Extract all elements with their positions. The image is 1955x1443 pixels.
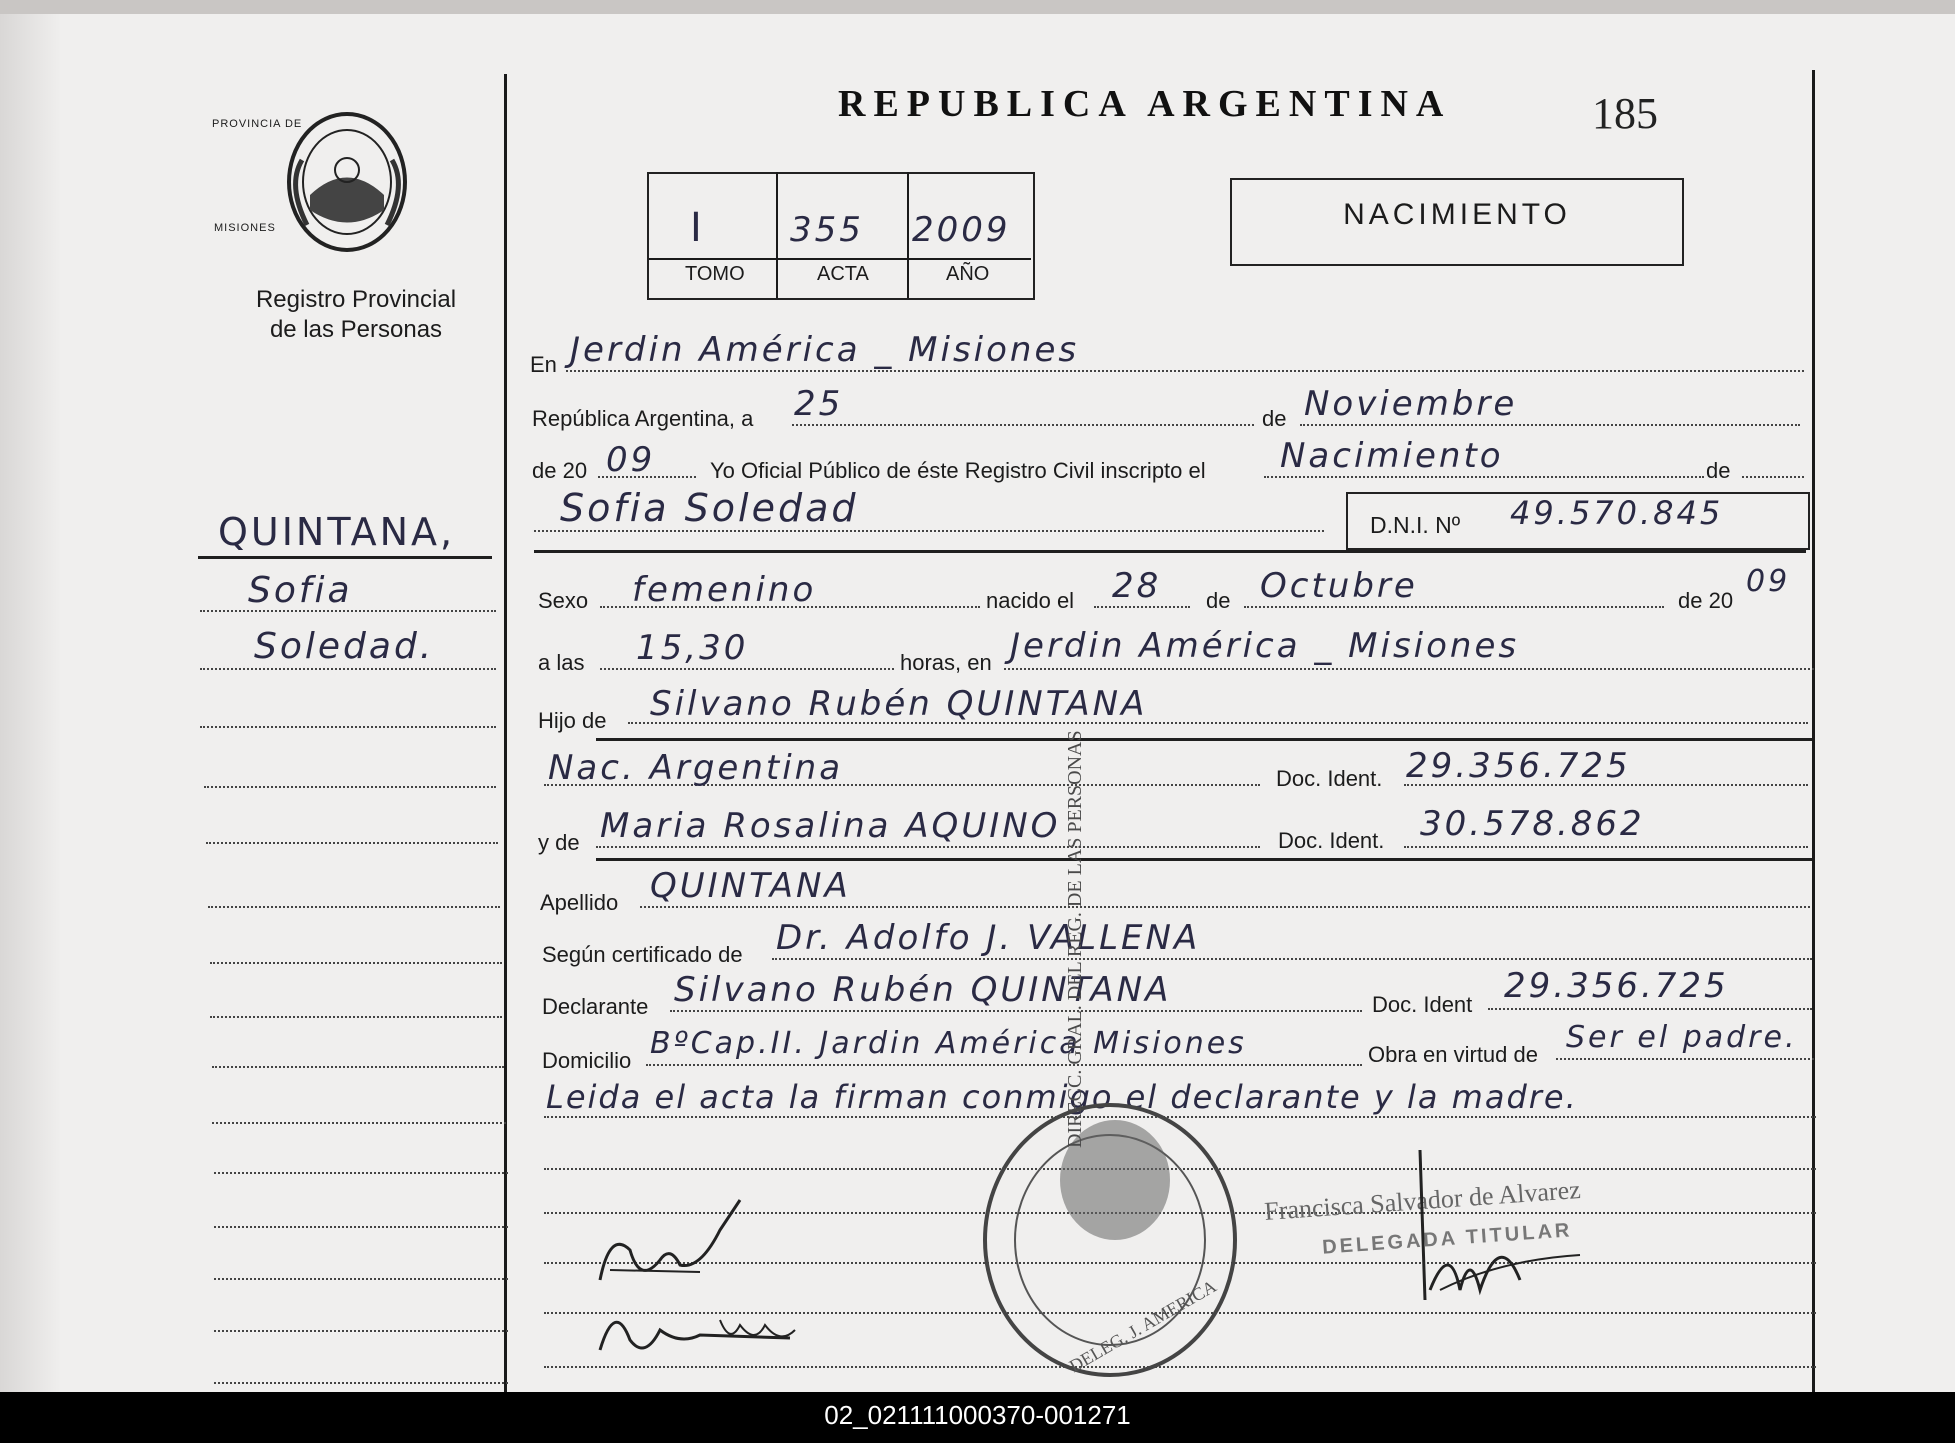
registry-line-1: Registro Provincial (255, 286, 457, 313)
margin-line (212, 1066, 504, 1068)
label-oficial: Yo Oficial Público de éste Registro Civil inscripto el (710, 458, 1206, 483)
value-dia: 25 (794, 384, 844, 424)
official-role: DELEGADA TITULAR (1321, 1219, 1574, 1259)
margin-rule (198, 556, 492, 559)
tomo-value: I (690, 205, 705, 251)
anio-value: 2009 (912, 210, 1011, 250)
label-obra: Obra en virtud de (1368, 1042, 1538, 1067)
value-mes: Noviembre (1304, 384, 1518, 424)
value-nombre: Sofia Soledad (560, 486, 859, 530)
country-title: REPUBLICA ARGENTINA (838, 83, 1452, 125)
official-name: Francisca Salvador de Alvarez (1263, 1174, 1582, 1227)
box-divider-h (649, 258, 1031, 260)
line-nac-dia (1094, 606, 1190, 608)
margin-line (200, 668, 496, 670)
line-obra (1556, 1058, 1814, 1060)
value-nac-mes: Octubre (1260, 566, 1418, 606)
stamp-inner-text: DELEG. J. AMERICA (1065, 1275, 1220, 1377)
margin-line (210, 1016, 502, 1018)
margin-line (214, 1330, 508, 1332)
value-anio: 09 (606, 440, 656, 480)
line-mes (1300, 424, 1800, 426)
line-en (566, 370, 1804, 372)
value-inscripto: Nacimiento (1280, 436, 1504, 476)
label-segun: Según certificado de (542, 942, 743, 967)
value-hora: 15,30 (636, 628, 749, 668)
line-madre (596, 846, 1260, 848)
value-madre-doc: 30.578.862 (1420, 804, 1645, 844)
label-hijo: Hijo de (538, 708, 607, 733)
tomo-label: TOMO (685, 263, 745, 285)
seal-text-top: PROVINCIA DE (212, 118, 303, 130)
section-rule (596, 858, 1812, 861)
value-apellido: QUINTANA (650, 866, 851, 906)
label-declarante: Declarante (542, 994, 649, 1019)
page-gutter (0, 14, 60, 1392)
margin-name-2: Soledad. (254, 626, 435, 667)
section-rule (596, 738, 1812, 741)
line-doc-declarante (1488, 1008, 1812, 1010)
value-declarante: Silvano Rubén QUINTANA (674, 970, 1172, 1010)
value-observacion: Leida el acta la firman conmigo el declarante y la madre. (546, 1078, 1578, 1116)
stamp-ring-text: DIRECC. GRAL. DEL REG. DE LAS PERSONAS (1064, 730, 1086, 1148)
line-doc-madre (1404, 846, 1808, 848)
margin-line (214, 1172, 508, 1174)
value-madre: Maria Rosalina AQUINO (600, 806, 1061, 846)
line-certificado (772, 958, 1812, 960)
margin-line (200, 610, 496, 612)
anio-label: AÑO (946, 263, 990, 285)
line-dia (792, 424, 1254, 426)
line-declarante (670, 1010, 1362, 1012)
image-id: 02_021111000370-001271 (0, 1392, 1955, 1443)
value-padre: Silvano Rubén QUINTANA (650, 684, 1148, 724)
box-divider-2 (907, 172, 909, 298)
registry-line-2: de las Personas (269, 316, 443, 343)
box-divider-1 (776, 172, 778, 298)
acta-label: ACTA (817, 263, 869, 285)
value-sexo: femenino (632, 570, 817, 610)
mother-signature (590, 1290, 820, 1375)
page-number: 185 (1592, 89, 1658, 138)
margin-line (212, 1122, 506, 1124)
line-lugar-nac (1004, 668, 1814, 670)
line-apellido (640, 906, 1810, 908)
label-doc-padre: Doc. Ident. (1276, 766, 1383, 791)
line-inscripto (1264, 476, 1704, 478)
label-de-nac: de (1206, 588, 1231, 613)
margin-surname: QUINTANA, (218, 510, 456, 554)
label-sexo: Sexo (538, 588, 589, 613)
label-de20-nac: de 20 (1678, 588, 1734, 613)
label-en: En (530, 352, 557, 377)
left-frame-line (504, 74, 507, 1392)
margin-line (200, 726, 496, 728)
label-domicilio: Domicilio (542, 1048, 632, 1073)
section-rule (534, 550, 1806, 553)
label-de-mes: de (1262, 406, 1287, 431)
value-nac-anio: 09 (1746, 564, 1791, 599)
margin-name-1: Sofia (248, 570, 353, 611)
value-dni: 49.570.845 (1510, 494, 1724, 532)
line-nombre (534, 530, 1324, 532)
value-declarante-doc: 29.356.725 (1504, 966, 1729, 1006)
label-republica: República Argentina, a (532, 406, 754, 431)
label-dni: D.N.I. Nº (1370, 512, 1461, 538)
label-horas: horas, en (900, 650, 992, 675)
label-apellido: Apellido (540, 890, 619, 915)
margin-line (206, 842, 498, 844)
line-hora (600, 668, 894, 670)
margin-line (210, 962, 502, 964)
value-certificado: Dr. Adolfo J. VALLENA (776, 918, 1201, 958)
official-signature (1400, 1140, 1600, 1315)
label-nacido: nacido el (986, 588, 1075, 613)
label-a-las: a las (538, 650, 585, 675)
line-nac-mes (1244, 606, 1664, 608)
record-type: NACIMIENTO (1343, 198, 1571, 231)
seal-text-bottom: MISIONES (214, 222, 276, 234)
margin-line (214, 1382, 508, 1384)
label-de-inscripto: de (1706, 458, 1731, 483)
value-lugar: Jerdin América _ Misiones (570, 330, 1080, 370)
value-lugar-nac: Jerdin América _ Misiones (1010, 626, 1520, 666)
label-de20: de 20 (532, 458, 588, 483)
value-domicilio: BºCap.II. Jardin América Misiones (650, 1026, 1247, 1061)
value-obra: Ser el padre. (1566, 1020, 1798, 1055)
line-domicilio (646, 1064, 1362, 1066)
right-frame-line (1812, 70, 1815, 1392)
margin-line (208, 906, 500, 908)
margin-line (214, 1278, 508, 1280)
label-doc-declarante: Doc. Ident (1372, 992, 1473, 1017)
acta-value: 355 (790, 210, 864, 250)
label-doc-madre: Doc. Ident. (1278, 828, 1385, 853)
label-y-de: y de (538, 830, 580, 855)
value-nac-dia: 28 (1112, 566, 1162, 606)
value-padre-doc: 29.356.725 (1406, 746, 1631, 786)
line-de (1742, 476, 1804, 478)
value-nacionalidad: Nac. Argentina (548, 748, 844, 788)
margin-line (214, 1226, 508, 1228)
margin-line (204, 786, 496, 788)
